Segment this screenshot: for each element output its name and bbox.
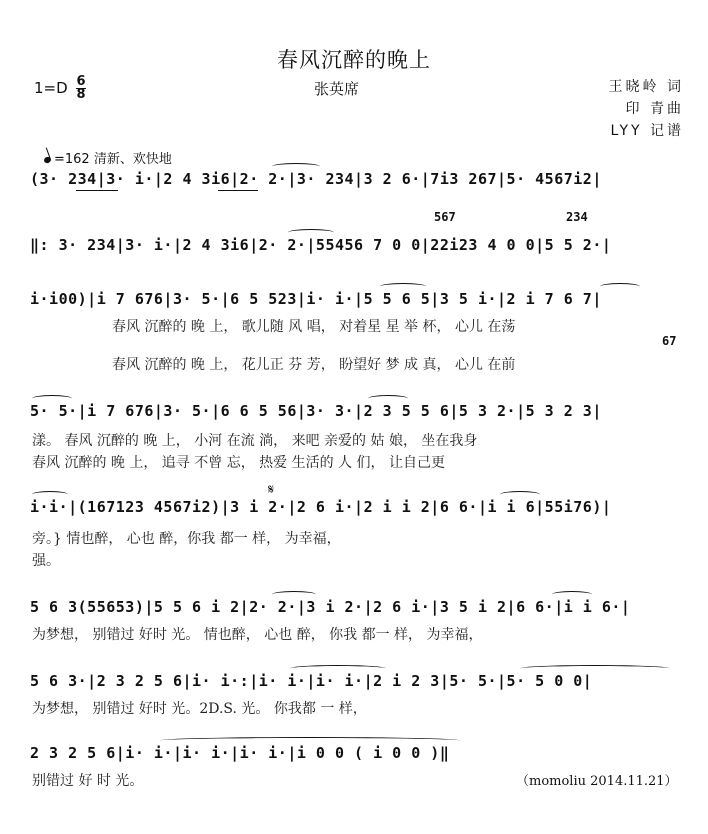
lyric-verse2-line4: 春风 沉醉的 晚 上， 追寻 不曾 忘， 热爱 生活的 人 们， 让自己更 xyxy=(32,455,445,471)
meter-numerator: 6 xyxy=(76,74,86,89)
beam xyxy=(76,190,118,191)
lyric-verse1-line4: 漾。 春风 沉醉的 晚 上， 小河 在流 淌， 来吧 亲爱的 姑 娘， 坐在我身 xyxy=(32,433,478,449)
quarter-note-icon xyxy=(43,156,52,164)
score-line-4: 5· 5·|i 7 676|3· 5·|6 6 5 56|3· 3·|2 3 5 5 6|5 3 2·|5 3 2 3| xyxy=(30,402,602,420)
lyricist-credit: 王晓岭 词 xyxy=(608,79,684,95)
score-line-6: 5 6 3(55653)|5 5 6 i 2|2· 2·|3 i 2·|2 6 i·|3 5 i 2|6 6·|i i 6·| xyxy=(30,598,631,616)
score-line-8: 2 3 2 5 6|i· i·|i· i·|i· i·|i 0 0 ( i 0 0 )‖ xyxy=(30,744,450,762)
tie-arc xyxy=(288,229,334,236)
score-line-3: i·i00)|i 7 676|3· 5·|6 5 523|i· i·|5 5 6 5|3 5 i·|2 i 7 6 7| xyxy=(30,290,602,308)
beam xyxy=(218,190,258,191)
ossia-notes-1: 567 xyxy=(434,210,456,224)
ossia-notes-3: 67 xyxy=(662,334,677,348)
segno-sign: 𝄋 xyxy=(268,482,275,498)
lyric-verse1-line6: 为梦想， 别错过 好时 光。 情也醉， 心也 醉， 你我 都一 样， 为幸福， xyxy=(32,627,483,643)
score-line-7: 5 6 3·|2 3 2 5 6|i· i·:|i· i·|i· i·|2 i 2 3|5· 5·|5· 5 0 0| xyxy=(30,672,593,690)
score-line-1: (3· 234|3· i·|2 4 3i6|2· 2·|3· 234|3 2 6·|7i3 267|5· 4567i2| xyxy=(30,170,602,188)
tie-arc xyxy=(32,491,68,498)
lyric-verse1-line3: 春风 沉醉的 晚 上， 歌儿随 风 唱， 对着星 星 举 杯， 心儿 在荡 xyxy=(112,319,516,335)
score-line-5: i·i·|(167123 4567i2)|3 i 2·|2 6 i·|2 i i 2|6 6·|i i 6|55i76)| xyxy=(30,498,612,516)
tie-arc xyxy=(552,591,592,598)
composer-credit: 印 青曲 xyxy=(625,101,684,117)
lyric-verse2-line3: 春风 沉醉的 晚 上， 花儿正 芬 芳， 盼望好 梦 成 真， 心儿 在前 xyxy=(112,357,516,373)
song-title: 春风沉醉的晚上 xyxy=(277,48,431,72)
transcriber-signature: （momoliu 2014.11.21） xyxy=(516,774,678,789)
tie-arc xyxy=(600,283,640,290)
tie-arc xyxy=(500,491,540,498)
tie-arc xyxy=(272,591,316,598)
ossia-notes-2: 234 xyxy=(566,210,588,224)
lyric-verse1-line5: 旁。} 情也醉， 心也 醉，你我 都一 样， 为幸福， xyxy=(32,531,341,547)
key-signature xyxy=(34,76,86,101)
tie-arc xyxy=(272,163,320,170)
transcriber-credit: LYY 记谱 xyxy=(610,123,684,139)
tempo-text: =162 清新、欢快地 xyxy=(54,152,172,167)
singer-name: 张英席 xyxy=(314,80,360,98)
time-signature xyxy=(76,76,85,101)
tie-arc xyxy=(160,737,460,744)
tempo-marking xyxy=(44,148,172,167)
lyric-verse2-line5: 强。 xyxy=(32,553,60,569)
tie-arc xyxy=(32,395,72,402)
tie-arc xyxy=(520,665,670,672)
tie-arc xyxy=(380,283,426,290)
credits xyxy=(600,76,684,142)
key-label: 1=D xyxy=(34,79,68,97)
tie-arc xyxy=(368,395,408,402)
lyric-verse1-line8: 别错过 好 时 光。 xyxy=(32,773,144,789)
lyric-verse1-line7: 为梦想， 别错过 好时 光。2D.S. 光。 你我都 一 样， xyxy=(32,701,367,717)
score-line-2: ‖: 3· 234|3· i·|2 4 3i6|2· 2·|55456 7 0 0|22i23 4 0 0|5 5 2·| xyxy=(30,236,612,254)
meter-denominator: 8 xyxy=(76,87,86,102)
tie-arc xyxy=(290,665,386,672)
